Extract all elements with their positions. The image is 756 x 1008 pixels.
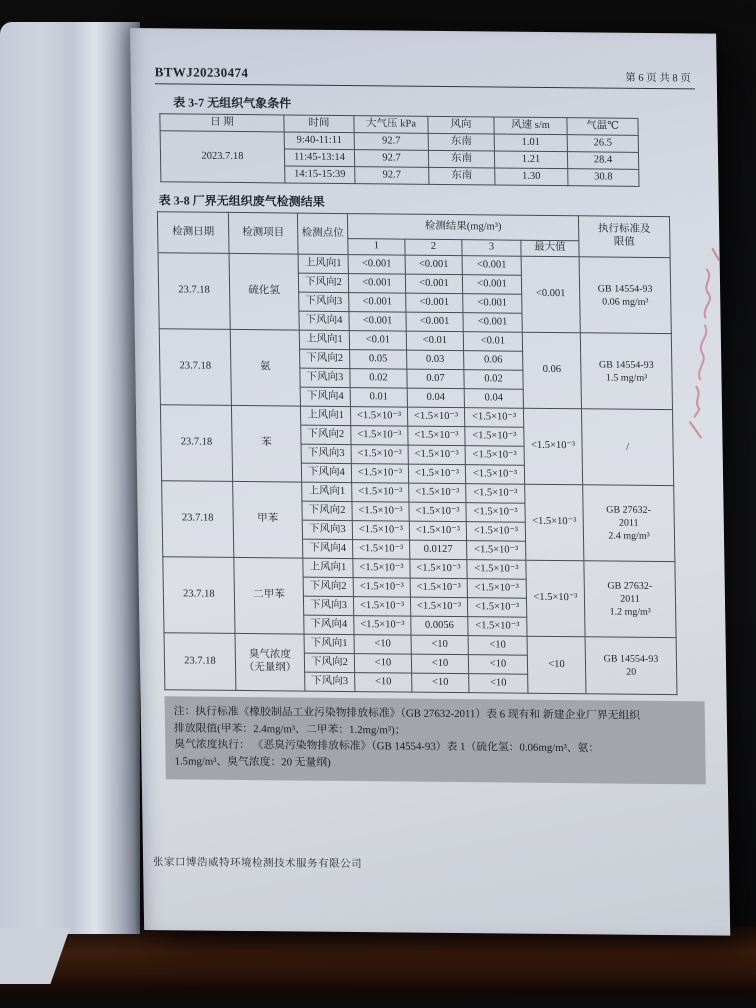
value-cell: <1.5×10⁻³ <box>408 464 465 484</box>
standard-cell: / <box>582 409 674 486</box>
value-cell: <1.5×10⁻³ <box>354 616 411 636</box>
table37-title: 表 3-7 无组织气象条件 <box>173 95 292 111</box>
point-cell: 下风向1 <box>304 634 354 653</box>
standard-cell: GB 14554-93 20 <box>585 637 677 695</box>
header-cell: 2 <box>405 239 462 256</box>
value-cell: <0.001 <box>462 256 521 276</box>
value-cell: 0.02 <box>350 369 407 389</box>
point-cell: 下风向2 <box>301 425 351 444</box>
point-cell: 下风向3 <box>299 292 349 311</box>
value-cell: 0.0056 <box>411 616 468 636</box>
time-cell: 11:45-13:14 <box>284 149 354 167</box>
item-cell: 氨 <box>230 329 300 406</box>
value-cell: <10 <box>411 654 468 674</box>
item-cell: 二甲苯 <box>234 557 304 634</box>
value-cell: <0.001 <box>406 312 463 332</box>
page-indicator: 第 6 页 共 8 页 <box>625 72 691 85</box>
table-row <box>163 557 675 581</box>
value-cell: 0.07 <box>407 369 464 389</box>
value-cell: <1.5×10⁻³ <box>408 445 465 465</box>
value-cell: 0.01 <box>350 388 407 408</box>
value-cell: <1.5×10⁻³ <box>409 483 466 503</box>
header-cell: 最大值 <box>521 240 579 257</box>
point-cell: 上风向1 <box>300 406 350 425</box>
wind-dir-cell: 东南 <box>429 167 495 185</box>
page-content <box>130 28 730 936</box>
point-cell: 下风向3 <box>305 672 355 691</box>
value-cell: <10 <box>468 655 527 675</box>
value-cell: <0.001 <box>463 294 522 314</box>
value-cell: <0.01 <box>349 331 406 351</box>
value-cell: <0.01 <box>406 331 463 351</box>
value-cell: 0.06 <box>464 351 523 371</box>
value-cell: <1.5×10⁻³ <box>350 407 407 427</box>
header-cell: 3 <box>462 240 521 257</box>
date-cell: 23.7.18 <box>158 253 230 330</box>
point-cell: 下风向4 <box>299 311 349 330</box>
table38-title: 表 3-8 厂界无组织废气检测结果 <box>158 193 325 209</box>
max-cell: 0.06 <box>522 332 581 409</box>
header-cell: 日 期 <box>160 114 284 132</box>
item-cell: 臭气浓度 （无量纲） <box>235 633 305 691</box>
point-cell: 上风向1 <box>302 482 352 501</box>
pressure-cell: 92.7 <box>355 167 429 185</box>
value-cell: 0.0127 <box>410 540 467 560</box>
value-cell: <1.5×10⁻³ <box>466 503 525 523</box>
value-cell: <0.001 <box>349 293 406 313</box>
point-cell: 下风向4 <box>300 387 350 406</box>
value-cell: <1.5×10⁻³ <box>353 559 410 579</box>
value-cell: <10 <box>468 636 527 656</box>
value-cell: <1.5×10⁻³ <box>467 560 526 580</box>
point-cell: 下风向2 <box>303 577 353 596</box>
doc-header <box>155 64 695 89</box>
standard-cell: GB 14554-93 1.5 mg/m³ <box>580 333 672 410</box>
value-cell: 0.02 <box>464 370 523 390</box>
date-cell: 23.7.18 <box>160 405 232 482</box>
point-cell: 上风向1 <box>303 558 353 577</box>
point-cell: 下风向2 <box>298 273 348 292</box>
value-cell: <1.5×10⁻³ <box>466 522 525 542</box>
point-cell: 下风向3 <box>300 368 350 387</box>
point-cell: 上风向1 <box>299 330 349 349</box>
point-cell: 下风向3 <box>303 596 353 615</box>
wind-speed-cell: 1.30 <box>495 168 568 186</box>
table-row <box>162 481 674 505</box>
value-cell: <1.5×10⁻³ <box>409 502 466 522</box>
value-cell: <1.5×10⁻³ <box>352 502 409 522</box>
value-cell: <1.5×10⁻³ <box>353 540 410 560</box>
value-cell: <1.5×10⁻³ <box>353 578 410 598</box>
value-cell: <0.01 <box>463 332 522 352</box>
page-stack-edge <box>0 22 140 934</box>
item-cell: 甲苯 <box>233 481 303 558</box>
header-cell: 检测结果(mg/m³) <box>347 214 578 241</box>
value-cell: <1.5×10⁻³ <box>465 446 524 466</box>
value-cell: <1.5×10⁻³ <box>467 598 526 618</box>
emission-results-table <box>157 211 678 695</box>
point-cell: 下风向2 <box>302 501 352 520</box>
table-row <box>159 329 671 353</box>
value-cell: <10 <box>412 673 469 693</box>
standard-cell: GB 27632- 2011 1.2 mg/m³ <box>584 561 676 638</box>
max-cell: <1.5×10⁻³ <box>523 408 582 485</box>
point-cell: 下风向3 <box>301 444 351 463</box>
value-cell: <10 <box>411 635 468 655</box>
value-cell: <0.001 <box>405 255 462 275</box>
value-cell: <1.5×10⁻³ <box>353 597 410 617</box>
value-cell: 0.03 <box>407 350 464 370</box>
value-cell: <1.5×10⁻³ <box>464 408 523 428</box>
header-cell: 1 <box>348 239 405 256</box>
temp-cell: 26.5 <box>567 135 638 153</box>
max-cell: <10 <box>527 636 586 694</box>
footer-company: 张家口博浩威特环境检测技术服务有限公司 <box>153 857 363 871</box>
item-cell: 硫化氢 <box>229 253 299 330</box>
red-ink-annotation <box>682 245 726 448</box>
value-cell: <10 <box>469 674 528 694</box>
value-cell: <1.5×10⁻³ <box>465 427 524 447</box>
standard-cell: GB 14554-93 0.06 mg/m³ <box>579 257 671 334</box>
value-cell: 0.05 <box>350 350 407 370</box>
value-cell: 0.04 <box>407 388 464 408</box>
header-cell: 气温℃ <box>567 118 638 136</box>
header-cell: 检测项目 <box>228 212 298 254</box>
time-cell: 14:15-15:39 <box>285 166 355 184</box>
max-cell: <0.001 <box>521 256 580 333</box>
value-cell: <10 <box>355 673 412 693</box>
point-cell: 下风向2 <box>304 653 354 672</box>
value-cell: <1.5×10⁻³ <box>410 597 467 617</box>
value-cell: <1.5×10⁻³ <box>409 521 466 541</box>
value-cell: <1.5×10⁻³ <box>468 617 527 637</box>
max-cell: <1.5×10⁻³ <box>526 560 585 637</box>
point-cell: 下风向4 <box>301 463 351 482</box>
value-cell: <1.5×10⁻³ <box>467 579 526 599</box>
value-cell: <1.5×10⁻³ <box>466 484 525 504</box>
date-cell: 23.7.18 <box>164 633 236 691</box>
value-cell: <1.5×10⁻³ <box>408 426 465 446</box>
standard-cell: GB 27632- 2011 2.4 mg/m³ <box>583 485 675 562</box>
value-cell: <0.001 <box>405 274 462 294</box>
header-cell: 执行标准及 限值 <box>578 216 670 258</box>
date-cell: 2023.7.18 <box>160 131 285 183</box>
temp-cell: 30.8 <box>568 169 639 187</box>
temp-cell: 28.4 <box>567 152 638 170</box>
value-cell: <0.001 <box>348 255 405 275</box>
table-row <box>158 253 670 277</box>
value-cell: <1.5×10⁻³ <box>410 559 467 579</box>
header-cell: 时间 <box>284 115 354 133</box>
value-cell: <1.5×10⁻³ <box>352 483 409 503</box>
wind-speed-cell: 1.01 <box>494 134 567 152</box>
point-cell: 下风向2 <box>300 349 350 368</box>
header-cell: 风速 s/m <box>494 117 567 135</box>
max-cell: <1.5×10⁻³ <box>525 484 584 561</box>
table-row <box>160 405 672 429</box>
point-cell: 下风向4 <box>304 615 354 634</box>
value-cell: <1.5×10⁻³ <box>410 578 467 598</box>
value-cell: <0.001 <box>348 274 405 294</box>
desk-surface <box>0 926 756 1008</box>
date-cell: 23.7.18 <box>159 329 231 406</box>
pressure-cell: 92.7 <box>354 150 428 168</box>
item-cell: 苯 <box>231 405 301 482</box>
value-cell: <1.5×10⁻³ <box>351 426 408 446</box>
date-cell: 23.7.18 <box>163 557 235 634</box>
value-cell: <0.001 <box>349 312 406 332</box>
point-cell: 上风向1 <box>298 254 348 273</box>
header-cell: 大气压 kPa <box>354 116 428 134</box>
weather-conditions-table <box>159 113 639 187</box>
value-cell: <1.5×10⁻³ <box>351 445 408 465</box>
header-cell: 检测点位 <box>297 213 348 254</box>
document-page <box>130 28 730 936</box>
value-cell: 0.04 <box>464 389 523 409</box>
point-cell: 下风向4 <box>303 539 353 558</box>
date-cell: 23.7.18 <box>162 481 234 558</box>
point-cell: 下风向3 <box>302 520 352 539</box>
wind-dir-cell: 东南 <box>428 133 494 151</box>
time-cell: 9:40-11:11 <box>284 132 354 150</box>
header-cell: 风向 <box>428 116 494 134</box>
wind-dir-cell: 东南 <box>428 150 494 168</box>
table-row <box>164 633 676 657</box>
results-header-row <box>157 212 670 242</box>
wind-speed-cell: 1.21 <box>494 151 567 169</box>
pressure-cell: 92.7 <box>354 133 428 151</box>
value-cell: <1.5×10⁻³ <box>465 465 524 485</box>
value-cell: <0.001 <box>463 313 522 333</box>
value-cell: <1.5×10⁻³ <box>407 407 464 427</box>
value-cell: <10 <box>354 654 411 674</box>
value-cell: <1.5×10⁻³ <box>351 464 408 484</box>
header-cell: 检测日期 <box>157 212 229 254</box>
doc-number: BTWJ20230474 <box>154 64 249 81</box>
value-cell: <1.5×10⁻³ <box>467 541 526 561</box>
value-cell: <0.001 <box>406 293 463 313</box>
value-cell: <0.001 <box>462 275 521 295</box>
value-cell: <10 <box>354 635 411 655</box>
value-cell: <1.5×10⁻³ <box>352 521 409 541</box>
note-block: 注：执行标准《橡胶制品工业污染物排放标准》（GB 27632-2011）表 6 现有和 新建企业厂界无组织 排放限值(甲苯：2.4mg/m³、二甲苯：1.2mg/m³)； 臭气浓度执行： 《恶臭污染物排放标准》（GB 14554-93）表 1（硫化氢：0.06mg/m³、氨： 1.5mg/m³、臭气浓度：20 无量纲) <box>164 696 705 784</box>
